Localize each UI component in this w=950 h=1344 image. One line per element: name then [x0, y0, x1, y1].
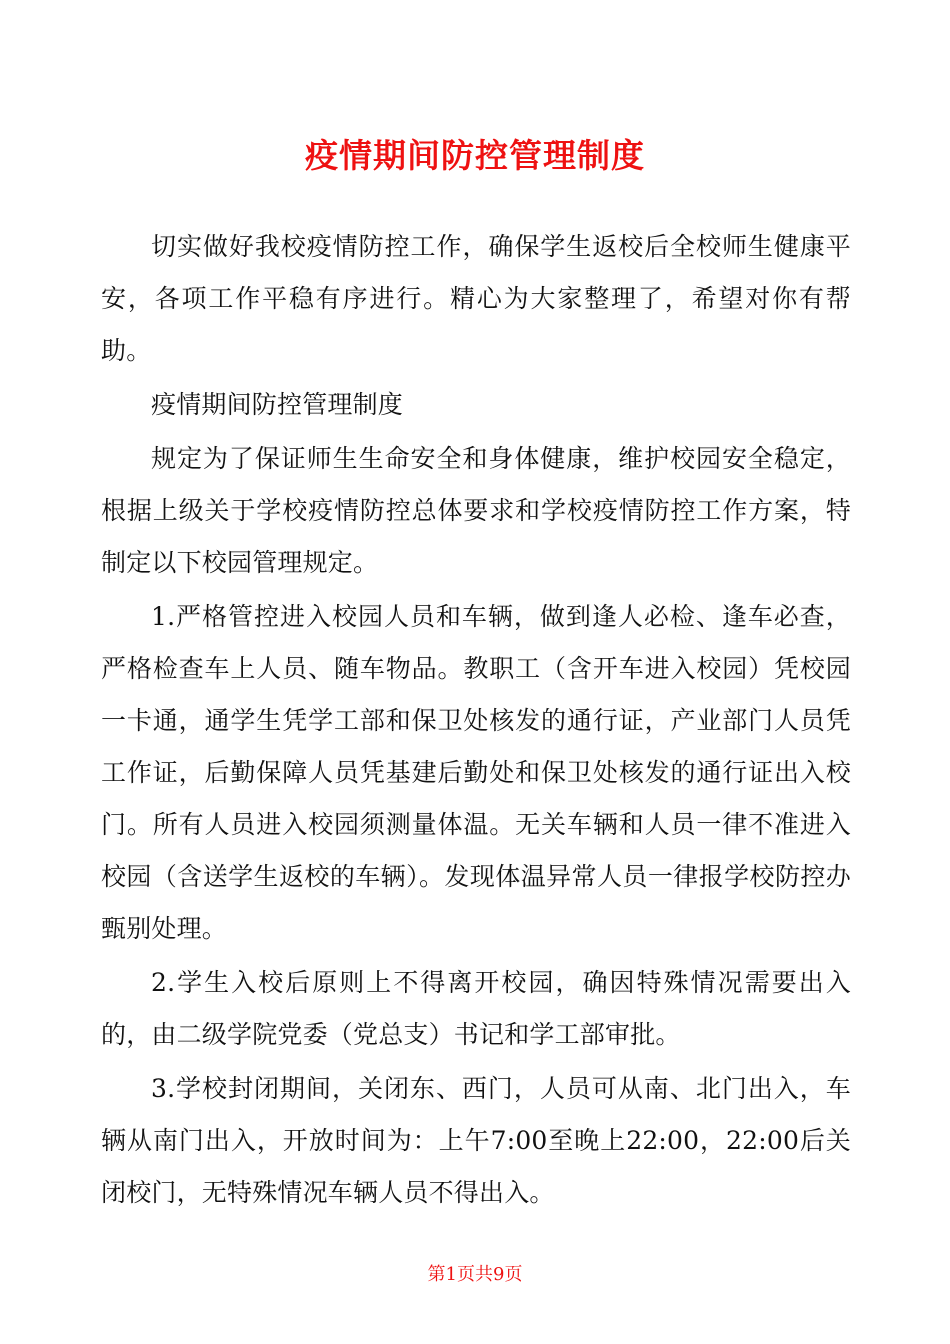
- page-title: 疫情期间防控管理制度: [305, 136, 645, 176]
- page-number-footer: 第1页共9页: [427, 1264, 523, 1285]
- intro-paragraph: 切实做好我校疫情防控工作，确保学生返校后全校师生健康平安，各项工作平稳有序进行。精心为大家整理了，希望对你有帮助。: [101, 232, 851, 365]
- document-body: [101, 221, 851, 1219]
- rule-item-1: 1.严格管控进入校园人员和车辆，做到逢人必检、逢车必查，严格检查车上人员、随车物品。教职工（含开车进入校园）凭校园一卡通，通学生凭学工部和保卫处核发的通行证，产业部门人员凭工作证，后勤保障人员凭基建后勤处和保卫处核发的通行证出入校门。所有人员进入校园须测量体温。无关车辆和人员一律不准进入校园（含送学生返校的车辆）。发现体温异常人员一律报学校防控办甄别处理。: [101, 602, 851, 943]
- section-heading: 疫情期间防控管理制度: [151, 390, 404, 419]
- regulation-preamble: 规定为了保证师生生命安全和身体健康，维护校园安全稳定，根据上级关于学校疫情防控总体要求和学校疫情防控工作方案，特制定以下校园管理规定。: [101, 444, 851, 577]
- rule-item-3: 3.学校封闭期间，关闭东、西门，人员可从南、北门出入，车辆从南门出入，开放时间为：上午7:00至晚上22:00，22:00后关闭校门，无特殊情况车辆人员不得出入。: [101, 1074, 851, 1207]
- rule-item-2: 2.学生入校后原则上不得离开校园，确因特殊情况需要出入的，由二级学院党委（党总支）书记和学工部审批。: [101, 968, 851, 1049]
